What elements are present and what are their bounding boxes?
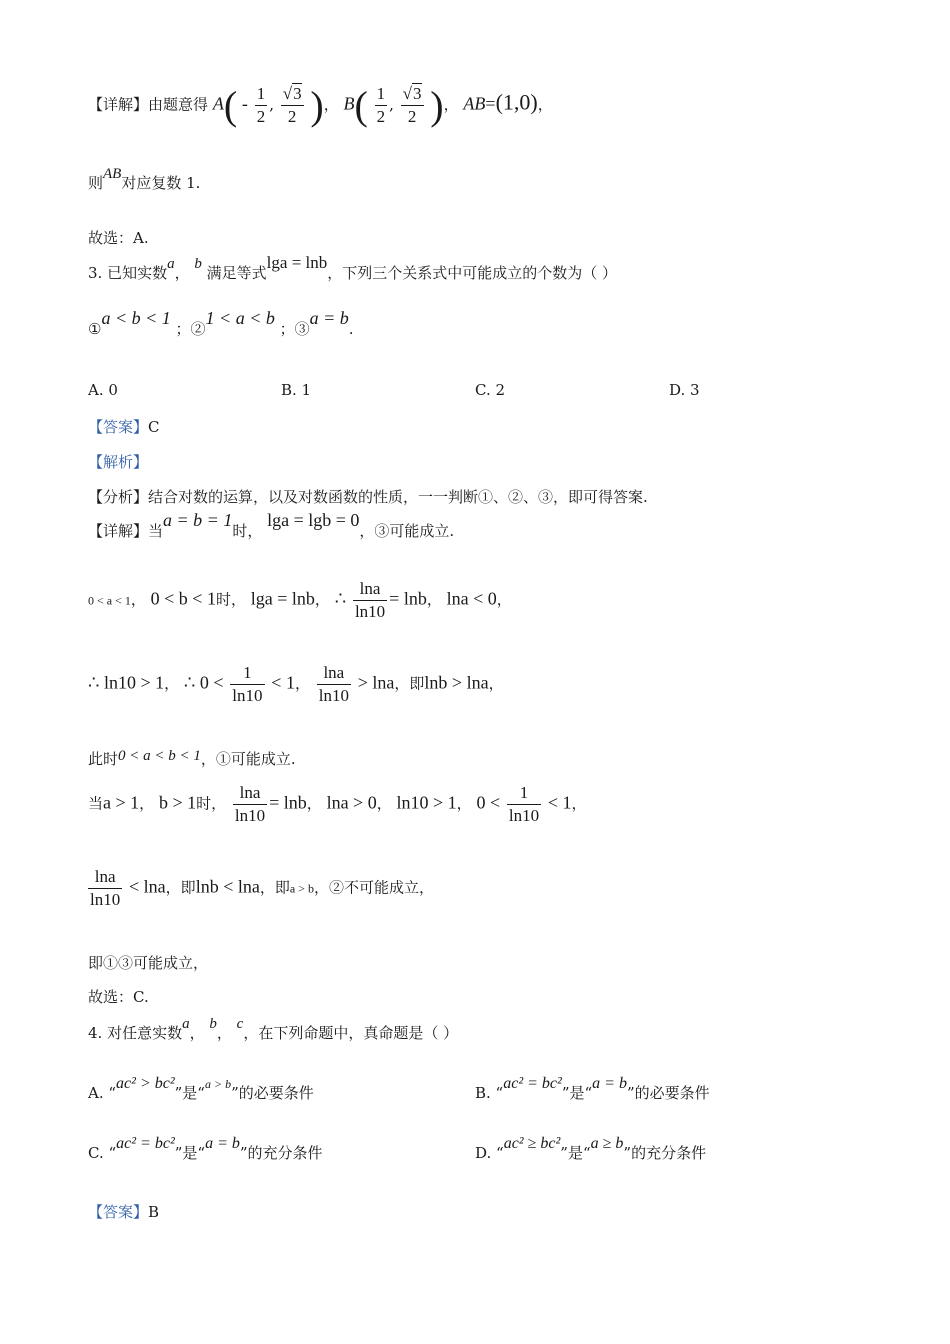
analysis-tag: 【解析】 — [88, 453, 149, 471]
minus-sign: - — [241, 93, 248, 114]
detail-q3-line-3: ∴ ln10 > 1， ∴ 0 < $\frac{1}{\ln 10}$ < 1， $\frac{\ln a}{\ln 10}$ > lna，即lnb > lna， — [88, 663, 504, 705]
choice-line: 故选：A. — [88, 229, 149, 247]
detail-q3-line-1: 【详解】当a = b = 1时， lga = lgb = 0，③可能成立. — [88, 510, 455, 540]
frac-lna-ln10-3: $\frac{\ln a}{\ln 10}$ — [234, 783, 266, 825]
paren-open: ( — [223, 83, 238, 128]
q4-option-b: B. “ac² = bc²”是“a = b”的必要条件 — [475, 1075, 710, 1102]
detail-line-2: 则AB对应复数 1. — [88, 166, 201, 192]
frac-sqrt3-half: $\frac{√3}{2}$ — [282, 84, 302, 126]
frac-lna-ln10-2: $\frac{\ln a}{\ln 10}$ — [318, 663, 349, 705]
text: 由题意得 — [148, 95, 209, 114]
answer-tag: 【答案】 — [88, 418, 149, 436]
detail-q3-line-4: 此时0 < a < b < 1，①可能成立. — [88, 748, 296, 768]
paren-close: ) — [310, 83, 324, 128]
q4-option-c: C. “ac² = bc²”是“a = b”的充分条件 — [88, 1135, 323, 1162]
detail-q3-line-2: 0 < a < 1， 0 < b < 1时， lga = lnb， ∴ $\frac{\ln a}{\ln 10}$ = lnb， lna < 0， — [88, 579, 512, 621]
point-b-label: B — [343, 93, 355, 114]
frac-lna-ln10-4: $\frac{\ln a}{\ln 10}$ — [90, 867, 121, 909]
question-4-stem: 4. 对任意实数a， b， c，在下列命题中，真命题是（ ） — [88, 1016, 459, 1042]
frac-lna-ln10: $\frac{\ln a}{\ln 10}$ — [354, 579, 386, 621]
detail-q3-line-6: $\frac{\ln a}{\ln 10}$ < lna，即lnb < lna，即a > b，②不可能成立， — [90, 867, 434, 909]
detail-tag: 【详解】 — [88, 95, 149, 114]
q4-option-d: D. “ac² ≥ bc²”是“a ≥ b”的充分条件 — [475, 1135, 707, 1162]
vector-value: (1,0) — [495, 89, 538, 115]
frac-1-ln10: $\frac{1}{\ln 10}$ — [232, 663, 263, 705]
frac-sqrt3-half-b: $\frac{√3}{2}$ — [402, 84, 422, 126]
option-a: A. 0 — [88, 381, 118, 399]
option-c: C. 2 — [475, 381, 506, 399]
option-b: B. 1 — [281, 381, 312, 399]
answer-value: C — [148, 418, 160, 436]
detail-q3-line-7: 即①③可能成立， — [88, 954, 209, 972]
analysis-line: 【分析】结合对数的运算，以及对数函数的性质，一一判断①、②、③，即可得答案. — [88, 488, 648, 506]
frac-1-ln10-2: $\frac{1}{\ln 10}$ — [508, 783, 540, 825]
detail-q3-line-8: 故选：C. — [88, 988, 149, 1006]
option-d: D. 3 — [669, 381, 700, 399]
frac-half-b: $\frac{1}{2}$ — [376, 84, 386, 126]
frac-half: $\frac{1}{2}$ — [256, 84, 266, 126]
vector-ab: AB — [463, 93, 486, 114]
detail-q3-line-5: 当a > 1， b > 1时， $\frac{\ln a}{\ln 10}$ = lnb， lna > 0， ln10 > 1， 0 < $\frac{1}{\ln 10}$ < 1， — [88, 783, 587, 825]
q4-answer-line: 【答案】B — [88, 1203, 160, 1221]
question-3-stem: 3. 已知实数a， b 满足等式lga = lnb，下列三个关系式中可能成立的个数为（ ） — [88, 253, 618, 282]
point-a-label: A — [212, 93, 224, 114]
q4-option-a: A. “ac² > bc²”是“$^{a > b}$”的必要条件 — [88, 1075, 314, 1102]
detail-line-1: 【详解】由题意得 A( - $\frac{1}{2}$ , $\frac{√3}{2}$ )， B( $\frac{1}{2}$ , $\frac{√3}{2}$ )， AB=(1,0)， — [88, 83, 553, 128]
answer-line — [88, 416, 160, 437]
question-3-relations: ①a < b < 1 ；②1 < a < b ；③a = b. — [88, 308, 354, 338]
